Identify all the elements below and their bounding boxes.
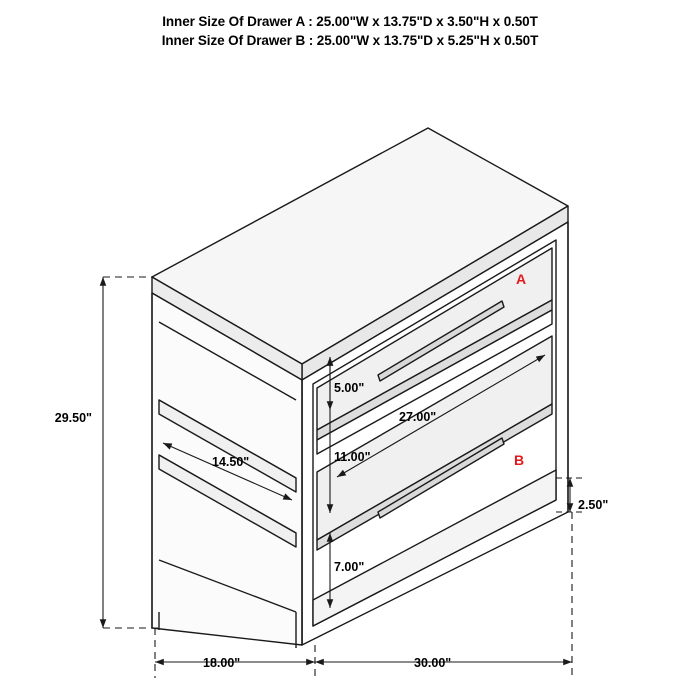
drawer-a-spec: Inner Size Of Drawer A : 25.00"W x 13.75"D x 3.50"H x 0.50T xyxy=(162,14,538,29)
label-depth-side: 14.50" xyxy=(212,455,250,469)
label-height-total: 29.50" xyxy=(54,411,92,425)
label-drawer-a-opening: 5.00" xyxy=(334,381,365,395)
label-width-front: 27.00" xyxy=(399,410,437,424)
drawer-a-letter: A xyxy=(516,271,527,287)
label-footprint-depth: 18.00" xyxy=(203,656,241,670)
label-footprint-width: 30.00" xyxy=(414,656,452,670)
drawer-b-letter: B xyxy=(514,452,525,468)
label-base-height: 2.50" xyxy=(578,498,609,512)
drawer-b-spec: Inner Size Of Drawer B : 25.00"W x 13.75"D x 5.25"H x 0.50T xyxy=(161,33,539,48)
label-mid-height: 11.00" xyxy=(334,450,371,464)
label-drawer-b-opening: 7.00" xyxy=(334,560,365,574)
